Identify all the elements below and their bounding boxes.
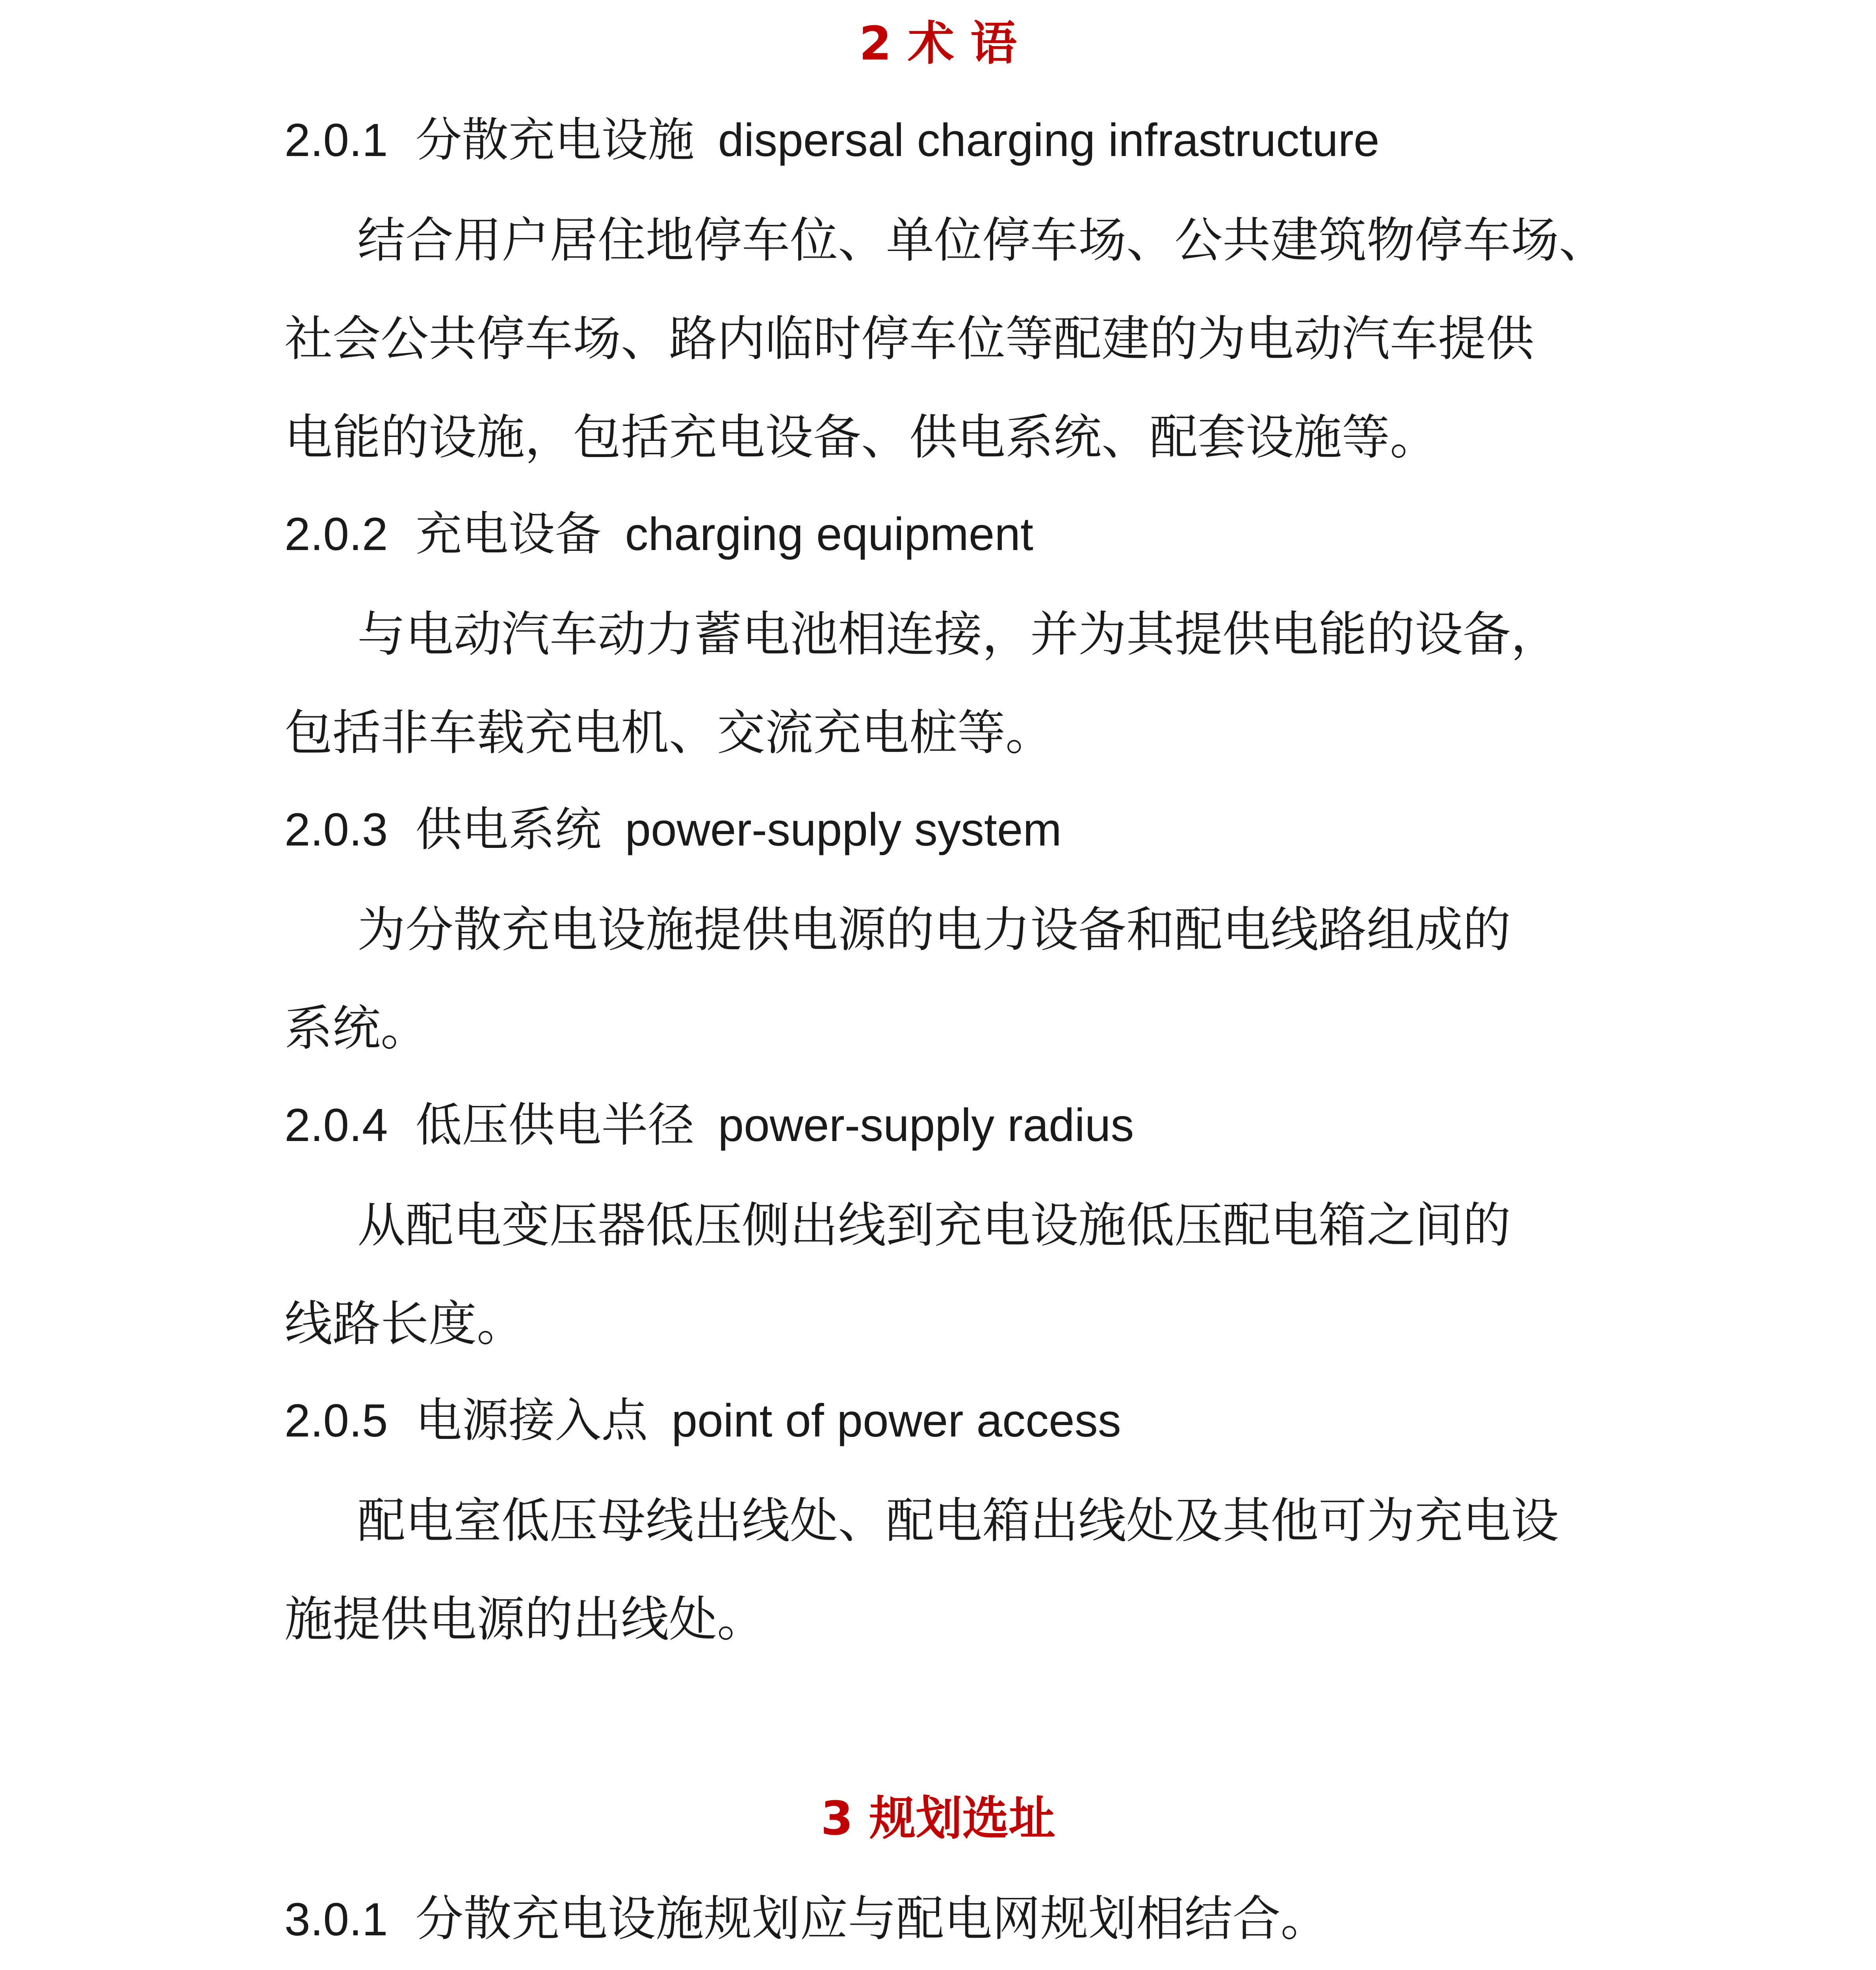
definition-line: 配电室低压母线出线处、配电箱出线处及其他可为充电设 [357, 1493, 1559, 1549]
term-number: 2.0.5 [284, 1395, 388, 1447]
term-en: power-supply system [625, 804, 1062, 856]
term-2-0-1 [284, 108, 1380, 172]
clause-3-0-1 [284, 1870, 1600, 1968]
clause-number: 3.0.1 [284, 1894, 388, 1946]
term-2-0-4 [284, 1093, 1134, 1157]
term-cn: 充电设备 [415, 507, 602, 561]
term-number: 2.0.4 [284, 1099, 388, 1151]
definition-line: 与电动汽车动力蓄电池相连接，并为其提供电能的设备， [357, 606, 1559, 662]
term-number: 2.0.1 [284, 114, 388, 166]
definition-line: 施提供电源的出线处。 [284, 1591, 765, 1647]
definition-2-0-1 [284, 191, 1607, 487]
clause-line [284, 1870, 1600, 1968]
definition-line: 为分散充电设施提供电源的电力设备和配电线路组成的 [357, 902, 1511, 958]
term-en: charging equipment [625, 508, 1033, 560]
definition-2-0-2 [284, 585, 1600, 782]
term-cn: 供电系统 [415, 802, 602, 857]
term-2-0-2 [284, 502, 1033, 566]
term-cn: 分散充电设施 [415, 113, 695, 167]
term-2-0-5 [284, 1389, 1121, 1452]
definition-line: 从配电变压器低压侧出线到充电设施低压配电箱之间的 [357, 1197, 1511, 1253]
definition-2-0-3 [284, 881, 1600, 1078]
clause-text: 分散充电设施规划应与配电网规划相结合。 [415, 1891, 1329, 1947]
term-en: power-supply radius [718, 1099, 1134, 1151]
definition-line: 包括非车载充电机、交流充电桩等。 [284, 705, 1053, 761]
section-2-heading: 2 术 语 [859, 16, 1017, 71]
clause-line [284, 1968, 1600, 1970]
definition-line: 线路长度。 [284, 1296, 525, 1352]
clause-3-0-2 [284, 1968, 1600, 1970]
definition-2-0-4 [284, 1176, 1600, 1373]
term-en: point of power access [671, 1395, 1121, 1447]
definition-line: 社会公共停车场、路内临时停车位等配建的为电动汽车提供 [284, 311, 1534, 367]
term-number: 2.0.3 [284, 804, 388, 856]
section-3-heading: 3 规划选址 [821, 1791, 1055, 1845]
term-cn: 低压供电半径 [415, 1098, 695, 1152]
term-en: dispersal charging infrastructure [718, 114, 1380, 166]
term-number: 2.0.2 [284, 508, 388, 560]
term-cn: 电源接入点 [415, 1393, 648, 1448]
definition-2-0-5 [284, 1472, 1600, 1669]
definition-line: 系统。 [284, 1000, 429, 1056]
definition-line: 结合用户居住地停车位、单位停车场、公共建筑物停车场、 [357, 212, 1607, 268]
term-2-0-3 [284, 798, 1062, 861]
definition-line: 电能的设施，包括充电设备、供电系统、配套设施等。 [284, 409, 1438, 465]
